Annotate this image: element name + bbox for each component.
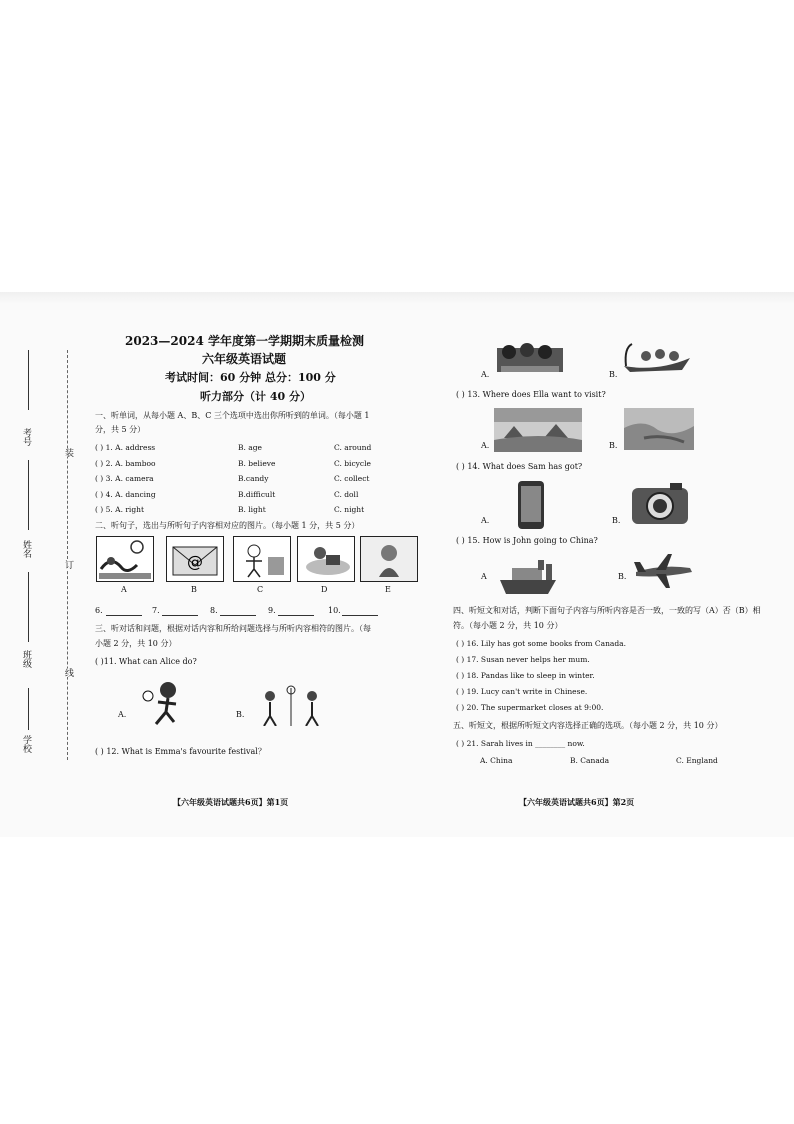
q14-option-a-phone-picture	[516, 480, 546, 530]
part1-item-2-c: C. bicycle	[334, 459, 371, 468]
part2-picture-d	[297, 536, 355, 582]
scan-shadow	[0, 292, 794, 304]
part1-item-2: ( ) 2. A. bamboo	[95, 459, 156, 468]
question-15: ( ) 15. How is John going to China?	[456, 536, 598, 545]
cut-mark-ding: 订	[63, 560, 73, 569]
part2-answer-line-6[interactable]	[106, 615, 142, 616]
part4-instruction-2: 符。（每小题 2 分，共 10 分）	[453, 621, 563, 630]
q14-option-b-label: B.	[612, 516, 621, 525]
part2-blank-6: 6.	[95, 606, 103, 615]
section-title: 听力部分（计 40 分）	[200, 390, 311, 403]
question-13: ( ) 13. Where does Ella want to visit?	[456, 390, 606, 399]
part1-item-2-b: B. believe	[238, 459, 276, 468]
part2-picture-c	[233, 536, 291, 582]
part1-item-1-c: C. around	[334, 443, 372, 452]
binding-line-class	[28, 572, 30, 642]
question-14: ( ) 14. What does Sam has got?	[456, 462, 583, 471]
part1-item-5-c: C. night	[334, 505, 365, 514]
binding-dashed-line	[67, 350, 68, 760]
part2-answer-line-9[interactable]	[278, 615, 314, 616]
part1-item-1: ( ) 1. A. address	[95, 443, 156, 452]
part2-blank-10: 10.	[328, 606, 341, 615]
part2-picture-a	[96, 536, 154, 582]
question-12: ( ) 12. What is Emma's favourite festival？	[95, 747, 266, 756]
part2-blank-7: 7.	[152, 606, 160, 615]
part2-blank-8: 8.	[210, 606, 218, 615]
q13-option-b-picture	[624, 408, 694, 450]
q14-option-a-label: A.	[481, 516, 490, 525]
binding-line-school	[28, 688, 30, 730]
part1-item-4: ( ) 4. A. dancing	[95, 490, 156, 499]
part1-item-3-b: B.candy	[238, 474, 269, 483]
q11-option-b-label: B.	[236, 710, 245, 719]
part2-picture-e	[360, 536, 418, 582]
exam-subtitle: 六年级英语试题	[202, 352, 287, 366]
question-11: ( )11. What can Alice do?	[95, 657, 197, 666]
q15-option-a-ship-picture	[498, 558, 558, 598]
part1-item-5: ( ) 5. A. right	[95, 505, 144, 514]
cut-mark-zhuang: 装	[63, 448, 73, 457]
q15-option-b-plane-picture	[632, 550, 694, 590]
q15-option-a-label: A	[481, 572, 487, 581]
part2-answer-line-7[interactable]	[162, 615, 198, 616]
part2-answer-line-8[interactable]	[220, 615, 256, 616]
part1-item-1-b: B. age	[238, 443, 262, 452]
exam-info: 考试时间：60 分钟 总分：100 分	[165, 371, 336, 384]
part3-instruction-1: 三、听对话和问题，根据对话内容和所给问题选择与所听内容相符的图片。（每	[95, 624, 371, 633]
part4-instruction-1: 四、听短文和对话，判断下面句子内容与所听内容是否一致，一致的写（A）否（B）相	[453, 606, 761, 615]
part5-instruction: 五、听短文，根据所听短文内容选择正确的选项。（每小题 2 分，共 10 分）	[453, 721, 723, 730]
binding-label-name: 姓名	[21, 540, 31, 558]
part4-item-18: ( ) 18. Pandas like to sleep in winter.	[456, 671, 595, 680]
part4-item-16: ( ) 16. Lily has got some books from Canada.	[456, 639, 627, 648]
binding-label-class: 班级	[21, 650, 31, 668]
q15-option-b-label: B.	[618, 572, 627, 581]
part2-label-c: C	[257, 585, 264, 594]
q21-option-b: B. Canada	[570, 756, 610, 765]
q13-option-b-label: B.	[609, 441, 618, 450]
q12-option-a-label: A.	[481, 370, 490, 379]
q12-option-b-label: B.	[609, 370, 618, 379]
part2-label-d: D	[321, 585, 328, 594]
part2-label-e: E	[385, 585, 391, 594]
part2-blank-9: 9.	[268, 606, 276, 615]
binding-line-exam-number	[28, 350, 30, 410]
q14-option-b-camera-picture	[630, 480, 690, 526]
part1-instruction: 一、听单词，从每小题 A、B、C 三个选项中选出你所听到的单词。（每小题 1 分，共 5 分）	[95, 411, 370, 434]
binding-label-school: 学校	[21, 735, 31, 753]
footer-page-2: 【六年级英语试题共6页】第2页	[519, 797, 635, 807]
q12-option-b-picture	[622, 338, 692, 374]
q13-option-a-picture	[494, 408, 582, 452]
q13-option-a-label: A.	[481, 441, 490, 450]
part2-instruction: 二、听句子，选出与所听句子内容相对应的图片。（每小题 1 分，共 5 分）	[95, 521, 360, 530]
q11-option-b-picture	[258, 682, 324, 726]
footer-page-1: 【六年级英语试题共6页】第1页	[173, 797, 289, 807]
binding-label-exam-number: 考号	[21, 428, 31, 446]
part4-item-19: ( ) 19. Lucy can't write in Chinese.	[456, 687, 588, 696]
part3-instruction-2: 小题 2 分，共 10 分）	[95, 639, 177, 648]
part1-item-4-b: B.difficult	[238, 490, 276, 499]
part2-label-a: A	[121, 585, 127, 594]
q11-option-a-picture	[140, 680, 190, 728]
q21-option-c: C. England	[676, 756, 718, 765]
cut-mark-xian: 线	[63, 668, 73, 677]
part4-item-17: ( ) 17. Susan never helps her mum.	[456, 655, 590, 664]
part2-answer-line-10[interactable]	[342, 615, 378, 616]
q12-option-a-picture	[497, 338, 563, 374]
part1-item-5-b: B. light	[238, 505, 266, 514]
question-21: ( ) 21. Sarah lives in ________ now.	[456, 739, 585, 748]
part4-item-20: ( ) 20. The supermarket closes at 9:00.	[456, 703, 604, 712]
exam-title: 2023—2024 学年度第一学期期末质量检测	[125, 334, 364, 348]
svg-text:@: @	[187, 552, 203, 571]
binding-line-name	[28, 460, 30, 530]
part1-item-4-c: C. doll	[334, 490, 359, 499]
part2-label-b: B	[191, 585, 197, 594]
part1-item-3-c: C. collect	[334, 474, 370, 483]
part2-picture-b	[166, 536, 224, 582]
q21-option-a: A. China	[480, 756, 513, 765]
part1-item-3: ( ) 3. A. camera	[95, 474, 154, 483]
q11-option-a-label: A.	[118, 710, 127, 719]
